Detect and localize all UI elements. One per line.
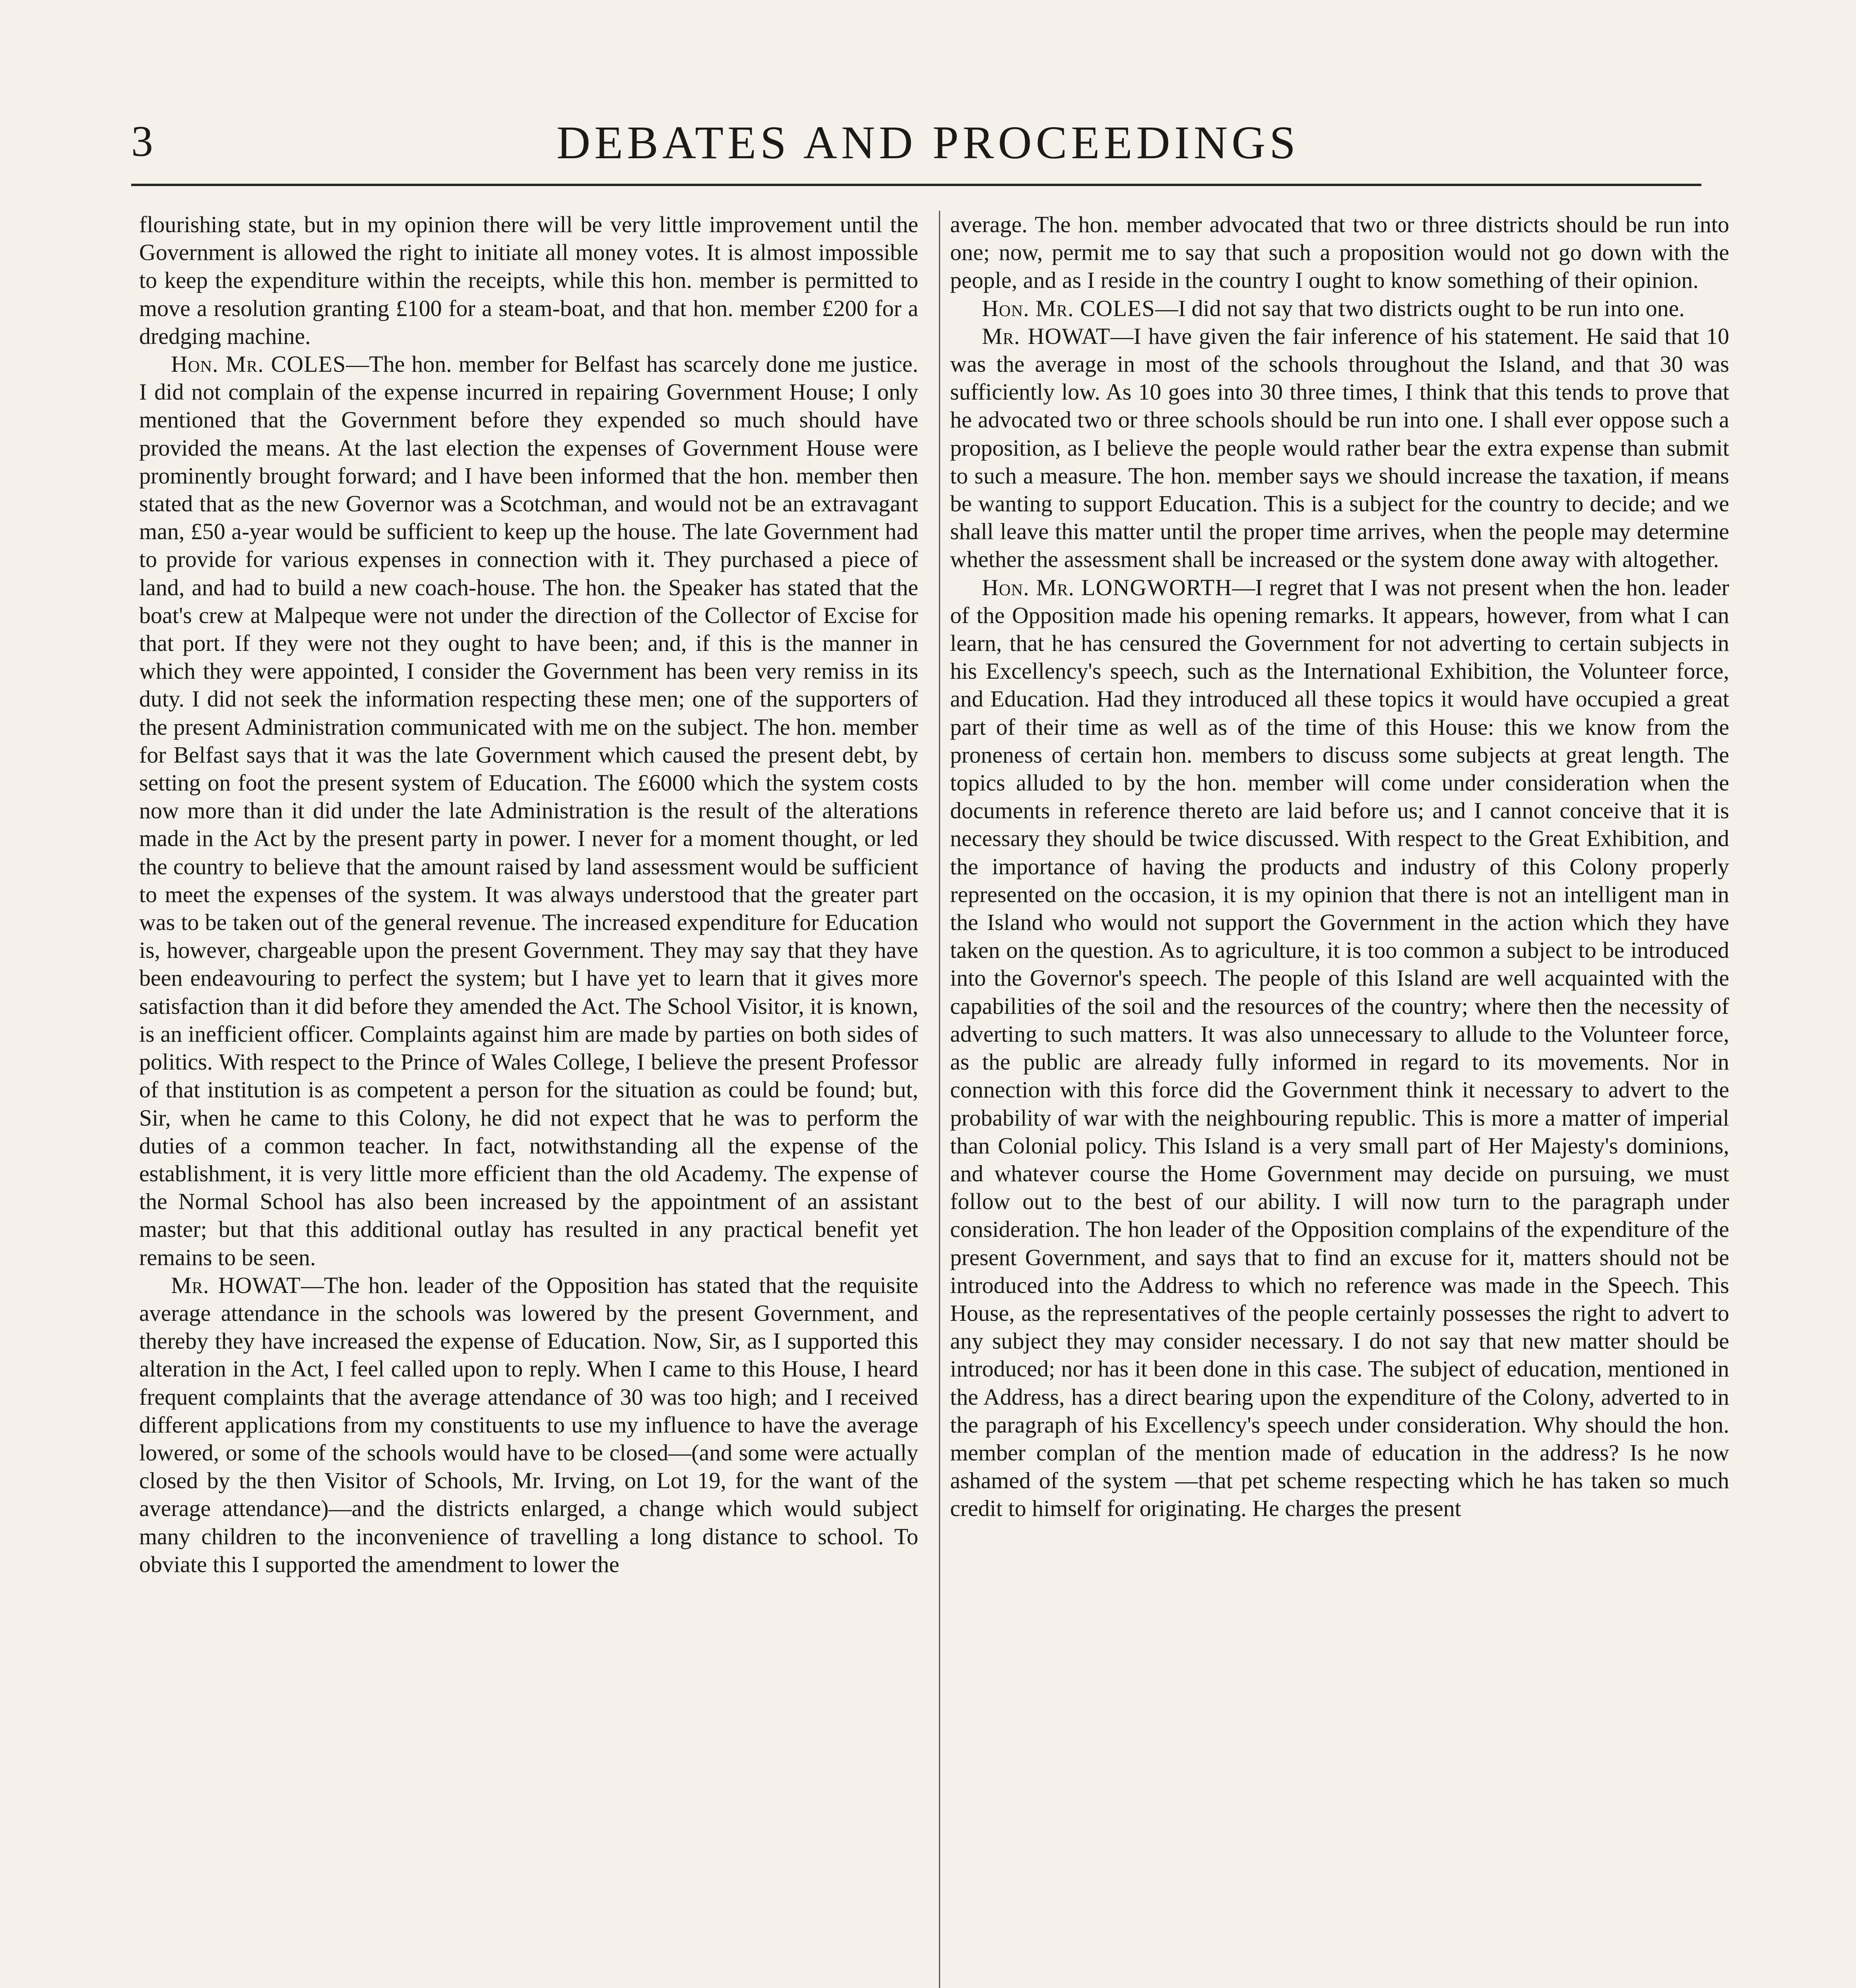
paragraph-text: —The hon. leader of the Opposition has stated that the requisite average attendance in the schools was lowered by the present Government, and thereby they have increased the expense of Education. Now, Sir, as I supported this alteration in the Act, I feel called upon to reply. When I came to this House, I heard frequent complaints that the average attendance of 30 was too high; and I received different applications from my constituents to use my influence to have the average lowered, or some of the schools would have to be closed—(and some were actually closed by the then Visitor of Schools, Mr. Irving, on Lot 19, for the want of the average attendance)—and the districts enlarged, a change which would subject many children to the inconvenience of travelling a long distance to school. To obviate this I supported the amendment to lower the: [139, 1272, 918, 1577]
paragraph-text: average. The hon. member advocated that two or three districts should be run into one; now, permit me to say that such a proposition would not go down with the people, and as I reside in the country I ought to know something of their opinion.: [950, 212, 1729, 293]
speaker-name: Mr. HOWAT: [982, 323, 1111, 349]
speaker-name: Hon. Mr. COLES: [982, 295, 1155, 321]
paragraph-text: —I have given the fair inference of his statement. He said that 10 was the average in most of the schools throughout the Island, and that 30 was sufficiently low. As 10 goes into 30 three times, I think that this tends to prove that he advocated two or three schools should be run into one. I shall ever oppose such a proposition, as I believe the people would rather bear the extra expense than submit to such a measure. The hon. member says we should increase the taxation, if means be wanting to support Education. This is a subject for the country to decide; and we shall leave this matter until the proper time arrives, when the people may determine whether the assessment shall be increased or the system done away with altogether.: [950, 323, 1729, 573]
speaker-name: Hon. Mr. COLES: [171, 351, 346, 377]
paragraph-text: —I did not say that two districts ought to be run into one.: [1155, 295, 1685, 321]
left-column: [139, 211, 918, 1988]
paragraph: [139, 350, 918, 1272]
paragraph: [139, 1272, 918, 1578]
page-number: 3: [131, 117, 153, 165]
paragraph-text: —The hon. member for Belfast has scarcely done me justice. I did not complain of the expense incurred in repairing Government House; I only mentioned that the Government before they expended so much should have provided the means. At the last election the expenses of Government House were prominently brought forward; and I have been informed that the hon. member then stated that as the new Governor was a Scotchman, and would not be an extravagant man, £50 a-year would be sufficient to keep up the house. The late Government had to provide for various expenses in connection with it. They purchased a piece of land, and had to build a new coach-house. The hon. the Speaker has stated that the boat's crew at Malpeque were not under the direction of the Collector of Excise for that port. If they were not they ought to have been; and, if this is the manner in which they were appointed, I consider the Government has been very remiss in its duty. I did not seek the information respecting these men; one of the supporters of the present Administration communicated with me on the subject. The hon. member for Belfast says that it was the late Government which caused the present debt, by setting on foot the present system of Education. The £6000 which the system costs now more than it did under the late Administration is the result of the alterations made in the Act by the present party in power. I never for a moment thought, or led the country to believe that the amount raised by land assessment would be sufficient to meet the expenses of the system. It was always understood that the greater part was to be taken out of the general revenue. The increased expenditure for Education is, however, chargeable upon the present Government. They may say that they have been endeavouring to perfect the system; but I have yet to learn that it gives more satisfaction than it did before they amended the Act. The School Visitor, it is known, is an inefficient officer. Complaints against him are made by parties on both sides of politics. With respect to the Prince of Wales College, I believe the present Professor of that institution is as competent a person for the situation as could be found; but, Sir, when he came to this Colony, he did not expect that he was to perform the duties of a common teacher. In fact, notwithstanding all the expense of the establishment, it is very little more efficient than the old Academy. The expense of the Normal School has also been increased by the appointment of an assistant master; but that this additional outlay has resulted in any practical benefit yet remains to be seen.: [139, 351, 918, 1270]
column-divider: [939, 211, 940, 1988]
header-rule: [131, 184, 1701, 186]
paragraph: [950, 322, 1729, 574]
paragraph: [950, 211, 1729, 295]
paragraph: [950, 574, 1729, 1523]
paragraph-text: —I regret that I was not present when the hon. leader of the Opposition made his opening remarks. It appears, however, from what I can learn, that he has censured the Government for not adverting to certain subjects in his Excellency's speech, such as the International Exhibition, the Volunteer force, and Education. Had they introduced all these topics it would have occupied a great part of their time as well as of the time of this House: this we know from the proneness of certain hon. members to discuss some subjects at great length. The topics alluded to by the hon. member will come under consideration when the documents in reference thereto are laid before us; and I cannot conceive that it is necessary they should be twice discussed. With respect to the Great Exhibition, and the importance of having the products and industry of this Colony properly represented on the occasion, it is my opinion that there is not an intelligent man in the Island who would not support the Government in the action which they have taken on the question. As to agriculture, it is too common a subject to be introduced into the Governor's speech. The people of this Island are well acquainted with the capabilities of the soil and the resources of the country; where then the necessity of adverting to such matters. It was also unnecessary to allude to the Volunteer force, as the public are already fully informed in regard to its movements. Nor in connection with this force did the Government think it necessary to advert to the probability of war with the neighbouring republic. This is more a matter of imperial than Colonial policy. This Island is a very small part of Her Majesty's dominions, and whatever course the Home Government may decide on pursuing, we must follow out to the best of our ability. I will now turn to the paragraph under consideration. The hon leader of the Opposition complains of the expenditure of the present Government, and says that to find an excuse for it, matters should not be introduced into the Address to which no reference was made in the Speech. This House, as the representatives of the people certainly possesses the right to advert to any subject they may consider necessary. I do not say that new matter should be introduced; nor has it been done in this case. The subject of education, mentioned in the Address, has a direct bearing upon the expenditure of the Colony, adverted to in the paragraph of his Excellency's speech under consideration. Why should the hon. member complan of the mention made of education in the address? Is he now ashamed of the system —that pet scheme respecting which he has taken so much credit to himself for originating. He charges the present: [950, 574, 1729, 1522]
paragraph: [950, 295, 1729, 322]
right-column: [950, 211, 1729, 1988]
running-header-title: DEBATES AND PROCEEDINGS: [556, 116, 1300, 169]
paragraph: [139, 211, 918, 350]
speaker-name: Mr. HOWAT: [171, 1272, 301, 1298]
speaker-name: Hon. Mr. LONGWORTH: [982, 574, 1232, 600]
paragraph-text: flourishing state, but in my opinion there will be very little improvement until the Government is allowed the right to initiate all money votes. It is almost impossible to keep the expenditure within the receipts, while this hon. member is permitted to move a resolution granting £100 for a steam-boat, and that hon. member £200 for a dredging machine.: [139, 212, 918, 349]
